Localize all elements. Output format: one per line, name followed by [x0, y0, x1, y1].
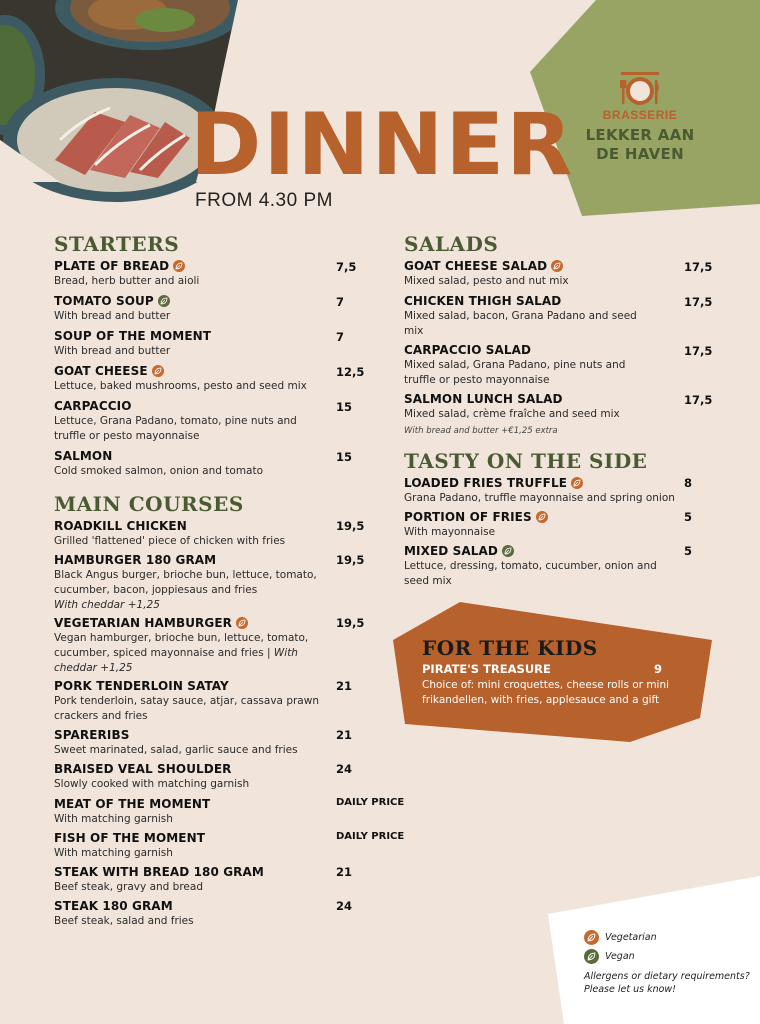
legend-vegetarian-label: Vegetarian	[605, 932, 657, 943]
kids-item-name: PIRATE'S TREASURE	[422, 662, 551, 676]
brand-subtitle: BRASSERIE	[602, 108, 678, 122]
salads-footnote: With bread and butter +€1,25 extra	[404, 426, 558, 436]
item-price: 17,5	[684, 260, 713, 274]
item-description: Beef steak, gravy and bread	[54, 881, 203, 893]
item-name: CHICKEN THIGH SALAD	[404, 294, 562, 308]
item-price: 7,5	[336, 260, 357, 274]
legend-vegan	[584, 949, 635, 964]
item-name: PLATE OF BREAD	[54, 259, 170, 273]
item-name: GOAT CHEESE SALAD	[404, 259, 548, 273]
item-description: Mixed salad, pesto and nut mix	[404, 275, 569, 287]
item-name: SPARERIBS	[54, 728, 130, 742]
item-description: Lettuce, dressing, tomato, cucumber, onion and seed mix	[404, 560, 657, 587]
item-description: With bread and butter	[54, 345, 171, 357]
allergen-note-line1: Allergens or dietary requirements?	[584, 971, 750, 982]
starters-heading: STARTERS	[54, 232, 180, 256]
item-name: LOADED FRIES TRUFFLE	[404, 476, 568, 490]
main-courses-heading: MAIN COURSES	[54, 492, 244, 516]
brand-name-line2: DE HAVEN	[596, 145, 684, 163]
item-description: Lettuce, baked mushrooms, pesto and seed mix	[54, 380, 307, 392]
item-name: BRAISED VEAL SHOULDER	[54, 762, 232, 776]
item-description: Beef steak, salad and fries	[54, 915, 194, 927]
item-price: 17,5	[684, 295, 713, 309]
brand-name-line1: LEKKER AAN	[585, 126, 695, 144]
item-price: 17,5	[684, 393, 713, 407]
kids-heading: FOR THE KIDS	[422, 636, 598, 660]
item-description: Lettuce, Grana Padano, tomato, pine nuts and truffle or pesto mayonnaise	[54, 415, 297, 442]
item-description-text: Vegan hamburger, brioche bun, lettuce, tomato, cucumber, spiced mayonnaise and fries |	[54, 632, 309, 659]
item-price: 17,5	[684, 344, 713, 358]
item-description: With bread and butter	[54, 310, 171, 322]
item-name: STEAK WITH BREAD 180 GRAM	[54, 865, 264, 879]
kids-item-price: 9	[654, 662, 663, 676]
item-price: 21	[336, 728, 353, 742]
allergen-note-line2: Please let us know!	[584, 984, 676, 995]
item-description: Sweet marinated, salad, garlic sauce and fries	[54, 744, 298, 756]
item-note: With cheddar +1,25	[54, 599, 160, 611]
item-name: VEGETARIAN HAMBURGER	[54, 616, 232, 630]
item-price: 24	[336, 762, 353, 776]
item-description: Mixed salad, bacon, Grana Padano and seed mix	[404, 310, 637, 337]
item-name: SOUP OF THE MOMENT	[54, 329, 212, 343]
item-name: SALMON LUNCH SALAD	[404, 392, 563, 406]
item-price: 19,5	[336, 519, 365, 533]
salads-heading: SALADS	[404, 232, 499, 256]
item-name: PORTION OF FRIES	[404, 510, 532, 524]
item-price: 5	[684, 544, 693, 558]
item-price: 21	[336, 865, 353, 879]
item-price: 5	[684, 510, 693, 524]
item-note: With cheddar +1,25	[54, 647, 298, 674]
item-price: DAILY PRICE	[336, 831, 405, 842]
item-description: With mayonnaise	[404, 526, 496, 538]
item-name: CARPACCIO SALAD	[404, 343, 532, 357]
item-price: 7	[336, 295, 345, 309]
sides-heading: TASTY ON THE SIDE	[404, 449, 648, 473]
item-price: 21	[336, 679, 353, 693]
vegan-icon	[584, 949, 599, 964]
item-name: MEAT OF THE MOMENT	[54, 797, 211, 811]
item-price: 19,5	[336, 553, 365, 567]
legend-vegetarian	[584, 930, 657, 945]
item-name: GOAT CHEESE	[54, 364, 148, 378]
item-description: Pork tenderloin, satay sauce, atjar, cassava prawn crackers and fries	[54, 695, 319, 722]
item-description: With matching garnish	[54, 813, 173, 825]
item-name: ROADKILL CHICKEN	[54, 519, 187, 533]
item-description: Mixed salad, crème fraîche and seed mix	[404, 408, 620, 420]
page-subtitle: FROM 4.30 PM	[195, 190, 333, 211]
item-description: Mixed salad, Grana Padano, pine nuts and truffle or pesto mayonnaise	[404, 359, 626, 386]
item-price: 15	[336, 400, 353, 414]
item-price: 8	[684, 476, 693, 490]
allergen-note	[584, 970, 754, 996]
item-price: 19,5	[336, 616, 365, 630]
item-name: TOMATO SOUP	[54, 294, 154, 308]
vegetarian-icon	[584, 930, 599, 945]
item-price: 15	[336, 450, 353, 464]
item-description: Slowly cooked with matching garnish	[54, 778, 250, 790]
kids-item-description: Choice of: mini croquettes, cheese rolls or mini frikandellen, with fries, applesauce and a gift	[422, 679, 670, 706]
item-price: 24	[336, 899, 353, 913]
item-description: Black Angus burger, brioche bun, lettuce, tomato, cucumber, bacon, joppiesaus and fries	[54, 569, 317, 596]
page-title: DINNER	[190, 95, 575, 195]
item-description: Bread, herb butter and aioli	[54, 275, 200, 287]
item-price: 12,5	[336, 365, 365, 379]
item-name: FISH OF THE MOMENT	[54, 831, 206, 845]
item-description: With matching garnish	[54, 847, 173, 859]
item-name: SALMON	[54, 449, 113, 463]
item-price: DAILY PRICE	[336, 797, 405, 808]
legend-vegan-label: Vegan	[605, 951, 635, 962]
item-description: Grilled 'flattened' piece of chicken with fries	[54, 535, 286, 547]
item-name: CARPACCIO	[54, 399, 132, 413]
item-price: 7	[336, 330, 345, 344]
item-name: PORK TENDERLOIN SATAY	[54, 679, 229, 693]
item-description: Grana Padano, truffle mayonnaise and spring onion	[404, 492, 675, 504]
item-name: HAMBURGER 180 GRAM	[54, 553, 217, 567]
item-name: STEAK 180 GRAM	[54, 899, 173, 913]
item-description: Cold smoked salmon, onion and tomato	[54, 465, 264, 477]
item-name: MIXED SALAD	[404, 544, 498, 558]
